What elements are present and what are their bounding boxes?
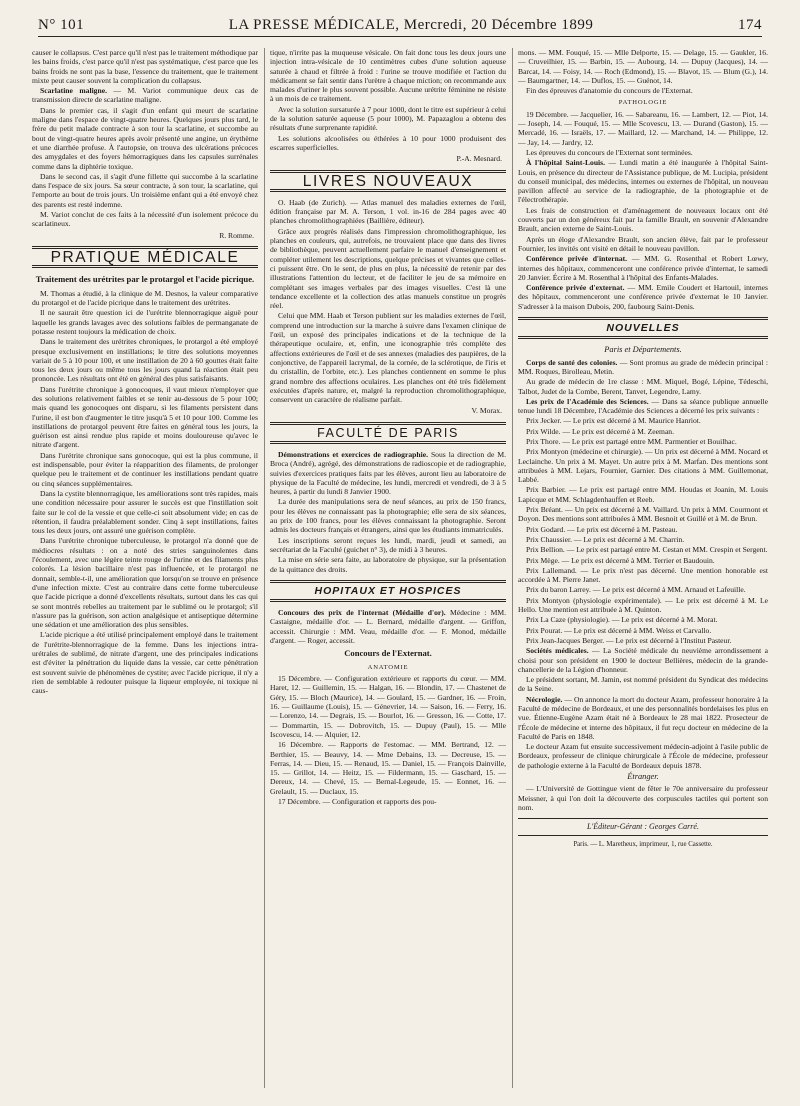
paragraph (518, 158, 768, 204)
paragraph: Il ne saurait être question ici de l'urétrite blennorragique aiguë pour laquelle les grands lavages avec des solutions faibles de permanganate de potasse restent toujours la médication de choix. (32, 308, 258, 336)
run-in-title: Nécrologie. (526, 694, 563, 704)
run-in-title: Sociétés médicales. (526, 646, 589, 656)
journal-title: LA PRESSE MÉDICALE, Mercredi, 20 Décembre 1899 (228, 16, 594, 33)
paragraph: La durée des manipulations sera de neuf séances, au prix de 150 francs, pour les élèves ne connaissant pas la photographie; elle sera de six séances, au prix de 100 francs, pour les élèves connaissant la photographie. Seront admis les docteurs français et étrangers, ainsi que les étudiants immatriculés. (270, 497, 506, 535)
subsection-label: PATHOLOGIE (618, 99, 668, 107)
paragraph (518, 646, 768, 674)
paragraph: mons. — MM. Fouqué, 15. — Mlle Delporte, 15. — Delage, 15. — Gaukler, 16. — Cruveilhier, 15. — Barbin, 15. — Aubourg, 14. — Dupuy (Jacques), 14. — Barcat, 14. — Foisy, 14. — Roch (Edmond), 15. — Blavot, 15. — Blum (G.), 14. — Baumgartner, 14. — Duflos, 15. — Guénot, 14. (518, 48, 768, 85)
article-title: Traitement des urétrites par le protargol et l'acide picrique. (35, 274, 255, 285)
run-in-title: Corps de santé des colonies. (526, 357, 618, 367)
author-signature: P.-A. Mesnard. (456, 154, 502, 164)
paragraph (518, 695, 768, 741)
paragraph (518, 358, 768, 377)
page-number: 174 (737, 16, 762, 33)
paragraph-text: — Lundi matin a été inaugurée à l'hôpital Saint-Louis, en présence du directeur de l'Assistance publique, de M. Lucipia, président du conseil municipal, des médecins, internes ou externes de l'hôpital, un nouveau pavillon affecté au service de la radiographie, de la photographie et de l'électrothérapie. (518, 158, 768, 205)
run-in-title: Concours des prix de l'internat (Médaille d'or). (278, 608, 446, 618)
paragraph: Au grade de médecin de 1re classe : MM. Miquel, Bogé, Lépine, Tédeschi, Talbot, Judet de la Combe, Berent, Tanvet, Legendre, Lamy. (518, 377, 768, 396)
paragraph: Prix Godard. — Le prix est décerné à M. Pasteau. (526, 524, 678, 534)
paragraph: Les frais de construction et d'aménagement de nouveaux locaux ont été couverts par un don généreux fait par la famille Brault, en souvenir d'Alexandre Brault, ancien externe de Saint-Louis. (518, 205, 768, 234)
paragraph-text: — La Société médicale du neuvième arrondissement a choisi pour son président en 1900 le docteur Bellières, médecin de la grande-chancellerie de la Légion d'honneur. (518, 646, 768, 674)
paragraph: Dans l'urétrite chronique à gonocoques, il vaut mieux n'employer que des solutions relativement faibles et se tenir au-dessous de 5 pour 100; mais quand les gonocoques ont disparu, si les filaments persistent dans l'urine, il est bon d'augmenter le titre jusqu'à 5 et 10 pour 100. Comme les instillations de protargol peuvent être faites en général tous les jours, la guérison est ainsi rendue plus rapide et moins douloureuse qu'avec le nitrate d'argent. (32, 384, 258, 450)
paragraph: — L'Université de Gottingue vient de fêter le 70e anniversaire du professeur Meissner, à qui l'on doit la découverte des corpuscules tactiles qui portent son nom. (518, 784, 768, 812)
paragraph: M. Variot conclut de ces faits à la nécessité d'un isolement précoce du scarlatineux. (32, 210, 258, 229)
paragraph-text: — MM. Emile Coudert et Hartouil, internes des hôpitaux, commenceront une conférence privée d'externat le 10 Janvier. S'adresser à la maison Dubois, 200, faubourg Saint-Denis. (518, 283, 768, 311)
paragraph (32, 86, 258, 105)
paragraph: Prix Jean-Jacques Berger. — Le prix est décerné à l'Institut Pasteur. (526, 635, 732, 645)
paragraph: Dans le traitement des urétrites chroniques, le protargol a été employé presque exclusivement en instillations; le titre des solutions moyennes variait de 5 à 10 pour 100, et une instillation de 20 à 60 gouttes était faite tous les deux jours ou même tous les jours quand la réaction était peu prononcée. Les résultats ont été en général des plus satisfaisants. (32, 337, 258, 384)
paragraph: Dans le second cas, il s'agit d'une fillette qui succombe à la scarlatine dans l'espace de six jours. Sa sœur contracte, à son tour, la scarlatine, qui l'emporte au bout de trois jours. Un troisième enfant qui a été envoyé chez des parents est resté indemne. (32, 171, 258, 209)
running-head (38, 14, 762, 37)
paragraph: Fin des épreuves d'anatomie du concours de l'Externat. (526, 86, 693, 96)
paragraph: Dans le premier cas, il s'agit d'un enfant qui meurt de scarlatine maligne dans l'espace de vingt-quatre heures. Quelques jours plus tard, le frère du petit malade contracte à son tour la scarlatine, et succombe au bout de vingt-quatre heures après avoir présenté une angine, un érythème et une diarrhée profuse. À l'autopsie, on trouva des ulcérations précoces des amygdales et des foyers hémorragiques dans les capsules surrénales comme dans la diphtérie toxique. (32, 105, 258, 171)
run-in-title: Conférence privée d'internat. (526, 254, 628, 264)
printer-line: Paris. — L. Maretheux, imprimeur, 1, rue Cassette. (573, 840, 713, 848)
paragraph (518, 397, 768, 416)
paragraph: Prix Pourat. — Le prix est décerné à MM. Weiss et Carvallo. (526, 625, 712, 635)
paragraph: 19 Décembre. — Jacquelier, 16. — Sabareanu, 16. — Lambert, 12. — Piot, 14. — Joseph, 14. — Fouqué, 15. — Mlle Scovescu, 13. — Durand (Gaston), 15. — Mercadé, 16. — Israëls, 17. — Maillard, 12. — Marchand, 14. — Philippe, 12. — Jay, 14. — Jardry, 12. (518, 109, 768, 147)
column-rule (264, 48, 265, 1088)
paragraph: O. Haab (de Zurich). — Atlas manuel des maladies externes de l'œil, édition française par M. A. Terson, 1 vol. in-16 de 284 pages avec 40 planches chromolithographiées (Baillière, éditeur). (270, 197, 506, 226)
paragraph: Prix Montyon (physiologie expérimentale). — Le prix est décerné à M. Le Hello. Une mention est attribuée à M. Quinton. (518, 595, 768, 615)
paragraph: 16 Décembre. — Rapports de l'estomac. — MM. Bertrand, 12. — Berthier, 15. — Beauvy, 14. — Mme Debains, 13. — Decreuse, 15. — Ferras, 14. — Dieu, 15. — Renaud, 15. — Daniel, 15. — François Dainville, 15. — Grillot, 14. — Heitz, 15. — Fildermann, 15. — Gaschard, 15. — Dereux, 14. — Chevé, 15. — Bernal-Legeude, 15. — Eonnet, 16. — Grelault, 15. — Duclaux, 15. (270, 740, 506, 796)
paragraph: Prix Mège. — Le prix est décerné à MM. Terrier et Baudouin. (526, 555, 715, 565)
paragraph-text: — MM. G. Rosenthal et Robert Lœwy, internes des hôpitaux, commenceront une conférence privée d'internat, le samedi 20 Janvier. Écrire à M. Rosenthal à l'hôpital des Enfants-Malades. (518, 254, 768, 282)
paragraph: Prix Lallemand. — Le prix n'est pas décerné. Une mention honorable est accordée à M. Pierre Janet. (518, 565, 768, 585)
paragraph: Avec la solution sursaturée à 7 pour 1000, dont le titre est supérieur à celui de la solution saturée aqueuse (5 pour 1000), M. Papazaglou a obtenu des résultats d'une surprenante rapidité. (270, 104, 506, 133)
paragraph: Prix Thore. — Le prix est partagé entre MM. Parmentier et Bouilhac. (526, 436, 737, 446)
paragraph: Prix Wilde. — Le prix est décerné à M. Zeeman. (526, 426, 675, 436)
subsection-label: ANATOMIE (367, 663, 409, 671)
paragraph: Dans l'urétrite chronique sans gonocoque, qui est la plus commune, il est indispensable, pour éviter la réapparition des filaments, de prolonger quelque peu le traitement et de continuer les instillations pendant quatre ou cinq séances supplémentaires. (32, 450, 258, 488)
paragraph: L'acide picrique a été utilisé principalement employé dans le traitement de l'urétrite-blennorragique de la femme. Dans les injections intra-urétrales de sublimé, de nitrate d'argent, une des principales indications est d'éviter la pénétration du liquide dans la vessie, car cette pénétration est souvent suivie de phénomènes de cystite; avec l'acide picrique, il n'y a rien de semblable à redouter puisque la liqueur employée, ni toxique ni caus- (32, 630, 258, 696)
paragraph: Prix Montyon (médecine et chirurgie). — Un prix est décerné à MM. Nocard et Leclainche. Un prix à M. Mayet. Un autre prix à M. Marfan. Des mentions sont attribuées à MM. Lejars, Fournier, Garnier. Des citations à MM. Guillemonat, Labbé. (518, 447, 768, 485)
subsection-head: Paris et Départements. (604, 345, 682, 355)
issue-number: N° 101 (38, 16, 85, 33)
run-in-title: Démonstrations et exercices de radiographie. (278, 449, 428, 459)
paragraph: Les épreuves du concours de l'Externat sont terminées. (526, 147, 693, 157)
paragraph: Grâce aux progrès réalisés dans l'impression chromolithographique, les planches en couleurs, qui, autrefois, ne trouvaient place que dans des livres de bibliothèque, peuvent actuellement parfaire le manuel d'enseignement et compléter utilement les descriptions, quelque précises et vivantes que celles-ci puissent être. On le sent, de plus en plus, la nécessité de retenir par des illustrations l'attention du lecteur, et de faciliter le jeu de sa mémoire en complétant ses images verbales par des images visuelles. C'est là une tendance excellente et la collection des atlas manuels constitue un progrès réel. (270, 226, 506, 311)
run-in-title: Conférence privée d'externat. (526, 283, 625, 293)
section-title-livres: LIVRES NOUVEAUX (270, 170, 506, 192)
paragraph: Les solutions alcoolisées ou éthérées à 10 pour 1000 produisent des escarres superficielles. (270, 133, 506, 152)
paragraph: 17 Décembre. — Configuration et rapports des pou- (278, 796, 437, 806)
paragraph (518, 254, 768, 282)
paragraph: Après un éloge d'Alexandre Brault, son ancien élève, fait par le professeur Fournier, les invités ont visité en détail le nouveau pavillon. (518, 234, 768, 253)
paragraph: Dans l'urétrite chronique tuberculeuse, le protargol n'a donné que de médiocres résultats : on a noté des stries sanguinolentes dans l'écoulement, avec une légère teinte rouge de l'urine et des filaments plus colorés. La lésion bacillaire n'est pas influencée, et le protargol ne donnait, semble-t-il, une amélioration que lorsqu'on se trouve en présence d'une infection mixte. C'est au contraire dans cette forme tuberculeuse que l'acide picrique a donné d'excellents résultats, surtout dans les cas qui se sont montrés rebelles au traitement par le sublimé ou le protargol; s'il n'assure pas la guérison, son action analgésique et antiseptique détermine une sédation et une amélioration des plus sensibles. (32, 536, 258, 630)
run-in-title: Scarlatine maligne. (40, 86, 107, 96)
section-title-hopitaux: HOPITAUX ET HOSPICES (270, 580, 506, 602)
paragraph: Dans la cystite blennorragique, les améliorations sont très rapides, mais une condition nécessaire pour assurer le succès est que l'instillation soit faite sur le col de la vessie et que celle-ci soit absolument vide; en cas de rétention, il faudra préalablement sonder. Cinq à sept instillations, faites tous les deux jours, ont assuré une guérison complète. (32, 488, 258, 536)
author-signature: R. Romme. (219, 230, 254, 240)
subsection-head: Étranger. (627, 772, 659, 782)
paragraph: Le docteur Azam fut ensuite successivement médecin-adjoint à l'asile public de Bordeaux, professeur de clinique chirurgicale à l'École de médecine, professeur de pathologie externe à la Faculté de Bordeaux depuis 1878. (518, 742, 768, 770)
paragraph (270, 608, 506, 645)
column-2 (270, 48, 506, 1088)
paragraph: Prix Bellion. — Le prix est partagé entre M. Cestan et MM. Crespin et Sergent. (526, 545, 768, 555)
paragraph-text: — M. Variot communique deux cas de transmission directe de scarlatine maligne. (32, 86, 258, 105)
section-title-nouvelles: NOUVELLES (518, 317, 768, 339)
run-in-title: À l'hôpital Saint-Louis. (526, 158, 606, 168)
paragraph: M. Thomas a étudié, à la clinique de M. Desnos, la valeur comparative du protargol et de l'acide picrique dans le traitement des urétrites. (32, 288, 258, 308)
paragraph: causer le collapsus. C'est parce qu'il n'est pas le traitement méthodique par les bains froids, c'est parce qu'il n'est pas systématique, c'est parce que les bains froids ne sont pas la base, l'essence du traitement, que le traitement mixte peut causer souvent la complication du collapsus. (32, 48, 258, 85)
section-title-faculte: FACULTÉ DE PARIS (270, 422, 506, 444)
paragraph: Celui que MM. Haab et Terson publient sur les maladies externes de l'œil, comprend une introduction sur la marche à suivre dans l'examen clinique de l'œil, un exposé des principales indications et de la technique de la thérapeutique oculaire, et, enfin, une iconographie très complète des affections extérieures de l'œil et de ses annexes (maladies des paupières, de la conjonctive, de l'appareil lacrymal, de la cornée, de la sclérotique, de l'iris et du cristallin, de l'orbite, etc.). Les planches contiennent en somme le plus grand nombre des affections oculaires. Les planches ont été très fidèlement exécutées d'après nature, et, malgré la reproduction chromolithographique, conservent un caractère de réalisme parfait. (270, 311, 506, 405)
paragraph: Prix Bréant. — Un prix est décerné à M. Vaillard. Un prix à MM. Courmont et Doyon. Des mentions sont attribuées à MM. Besnoit et Guillé et à M. de Brun. (518, 505, 768, 524)
paragraph: La mise en série sera faite, au laboratoire de physique, sur la présentation de la quittance des droits. (270, 555, 506, 574)
paragraph-text: Sous la direction de M. Broca (André), agrégé, des démonstrations de radioscopie et de radiographie, suivies d'exercices pratiques faits par les élèves, auront lieu au laboratoire de physique de la Faculté de médecine, les lundi, mercredi et vendredi, de 3 à 5 heures, à partir du lundi 8 Janvier 1900. (270, 449, 506, 497)
paragraph: Le président sortant, M. Jamin, est nommé président du Syndicat des médecins de la Seine. (518, 675, 768, 694)
paragraph: Prix Chaussier. — Le prix est décerné à M. Charrin. (526, 534, 685, 544)
paragraph: 15 Décembre. — Configuration extérieure et rapports du cœur. — MM. Haret, 12. — Guillemin, 15. — Halgan, 16. — Blondin, 17. — Chastenet de Géry, 15. — Bloch (Maurice), 14. — Goulard, 15. — Gardner, 16. — Froin, 16. — Guillaume (Louis), 15. — Génevrier, 14. — Saison, 16. — Ferry, 16. — Lorenzo, 14. — Degrais, 15. — Bourlot, 16. — Gresson, 16. — Cotte, 17. — Dommartin, 15. — Dobrovitch, 15. — Dupuy (Paul), 15. — Mlle Iscovescu, 14. — Alquier, 12. (270, 674, 506, 739)
paragraph: Prix Jecker. — Le prix est décerné à M. Maurice Hanriot. (526, 416, 701, 426)
run-in-title: Les prix de l'Académie des Sciences. (526, 396, 649, 406)
paragraph (518, 283, 768, 311)
paragraph (270, 450, 506, 496)
paragraph-text: — Sont promus au grade de médecin principal : MM. Roques, Birolleau, Metin. (518, 357, 768, 376)
editor-line: L'Éditeur-Gérant : Georges Carré. (518, 818, 768, 835)
paragraph: tique, n'irrite pas la muqueuse vésicale. On fait donc tous les deux jours une injection intra-vésicale de 10 centimètres cubes d'une solution aqueuse saturée à chaud et filtrée à froid : l'urine se trouve modifiée et l'action du médicament se fait sentir dans l'urètre à chaque miction; on recommande aux malades d'uriner le plus souvent possible. Aucune urétrite féminine ne résiste à un mois de ce traitement. (270, 48, 506, 104)
paragraph-text: — Dans sa séance publique annuelle tenue lundi 18 Décembre, l'Académie des Sciences a décerné les prix suivants : (518, 396, 768, 416)
paragraph: Prix Barbier. — Le prix est partagé entre MM. Houdas et Joanin, M. Louis Lapicque et MM. Schlagdenhauffen et Reeb. (518, 485, 768, 504)
paragraph: Prix La Caze (physiologie). — Le prix est décerné à M. Morat. (526, 615, 718, 625)
paragraph: Les inscriptions seront reçues les lundi, mardi, jeudi et samedi, au secrétariat de la Faculté (guichet n° 3), de midi à 3 heures. (270, 535, 506, 554)
paragraph-text: — On annonce la mort du docteur Azam, professeur honoraire à la Faculté de médecine de Bordeaux, et une des personnalités bordelaises les plus en vue. Étienne-Eugène Azam était né à Bordeaux le 28 mai 1822. Prosecteur de l'École de médecine et interne des hôpitaux, il fut reçu docteur en médecine de la Faculté de Paris en 1848. (518, 694, 768, 741)
paragraph: Prix du baron Larrey. — Le prix est décerné à MM. Arnaud et Lafeuille. (526, 585, 746, 595)
column-rule (512, 48, 513, 1088)
author-signature: V. Morax. (471, 406, 502, 416)
column-3 (518, 48, 768, 1088)
paragraph-text: Médecine : MM. Castaigne, médaille d'or. — L. Bernard, médaille d'argent. — Griffon, accessit. Chirurgie : MM. Veau, médaille d'or. — F. Monod, médaille d'argent. — Roger, accessit. (270, 608, 506, 646)
section-title-pratique: PRATIQUE MÉDICALE (32, 246, 258, 268)
column-1 (32, 48, 258, 1088)
subsection-head: Concours de l'Externat. (344, 648, 432, 659)
